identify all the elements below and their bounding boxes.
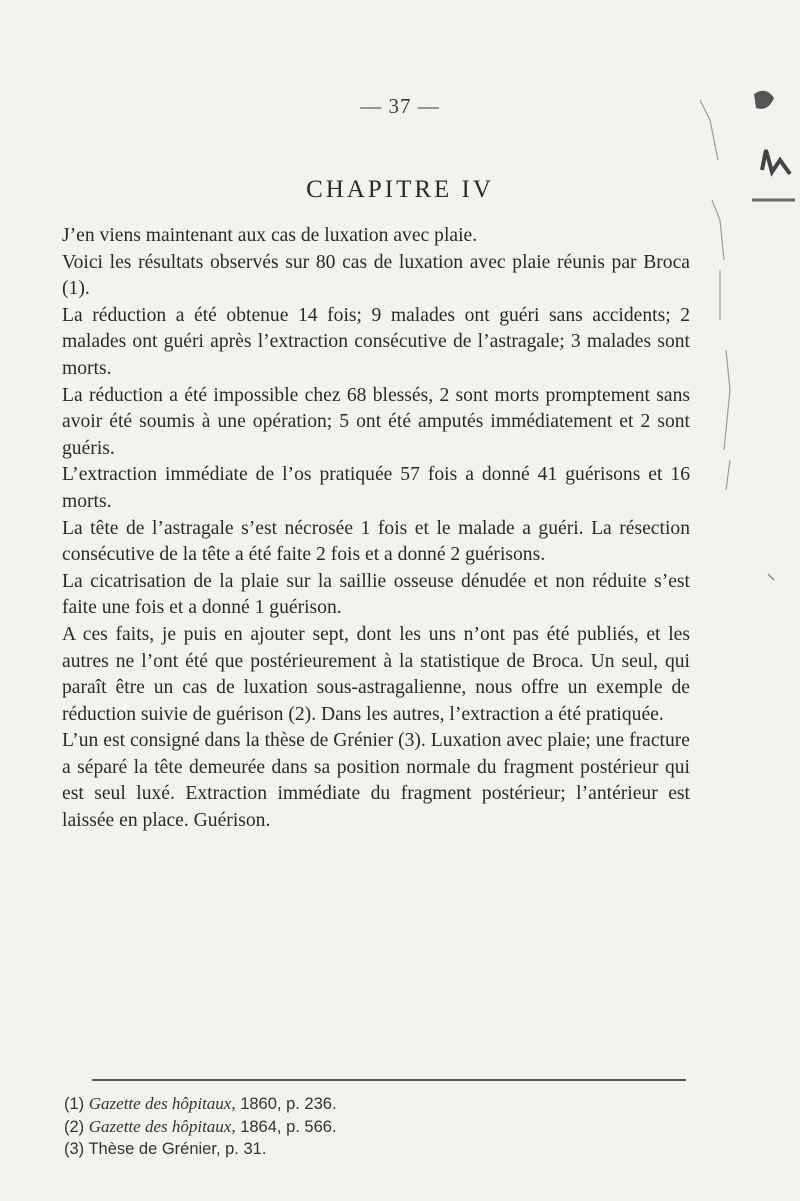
paragraph: A ces faits, je puis en ajouter sept, dont les uns n’ont pas été publiés, et les autres ne l’ont été que postérieurement à la statistique de Broca. Un seul, qui paraît être un cas de luxation sous-astragalienne, nous offre un exemple de réduction suivie de guérison (2). Dans les autres, l’extraction a été pratiquée. xyxy=(62,623,690,725)
footnote-source: Gazette des hôpitaux, xyxy=(88,1116,236,1136)
footnotes xyxy=(64,1093,684,1161)
paragraph: L’extraction immédiate de l’os pratiquée 57 fois a donné 41 guérisons et 16 morts. xyxy=(62,464,690,512)
footnote-mark: (2) xyxy=(64,1117,85,1136)
paragraph: La réduction a été obtenue 14 fois; 9 malades ont guéri sans accidents; 2 malades ont guéri après l’extraction consécutive de l’astragale; 3 malades sont morts. xyxy=(62,304,690,379)
paragraph: L’un est consigné dans la thèse de Grénier (3). Luxation avec plaie; une fracture a séparé la tête demeurée dans sa position normale du fragment postérieur qui est seul luxé. Extraction immédiate du fragment postérieur; l’antérieur est laissée en place. Guérison. xyxy=(62,730,690,832)
footnote-detail: Thèse de Grénier, p. 31. xyxy=(84,1140,267,1158)
paragraph: Voici les résultats observés sur 80 cas de luxation avec plaie réunis par Broca (1). xyxy=(62,251,690,300)
body-text xyxy=(62,223,690,835)
footnote-mark: (1) xyxy=(64,1095,85,1113)
paragraph: La réduction a été impossible chez 68 blessés, 2 sont morts promptement sans avoir été soumis à une opération; 5 ont été amputés immédiatement et 2 sont guéris. xyxy=(62,384,690,459)
footnote xyxy=(64,1138,684,1161)
page-bleed-through xyxy=(690,60,800,760)
footnote-source: Gazette des hôpitaux, xyxy=(88,1094,236,1113)
footnote-detail: 1864, p. 566. xyxy=(235,1117,337,1136)
paragraph: La tête de l’astragale s’est nécrosée 1 fois et le malade a guéri. La résection consécutive de la tête a été faite 2 fois et a donné 2 guérisons. xyxy=(62,517,690,566)
chapter-title: CHAPITRE IV xyxy=(306,176,494,203)
footnote xyxy=(64,1093,684,1116)
footnote xyxy=(64,1116,684,1139)
footnote-rule xyxy=(92,1079,686,1081)
page-number: — 37 — xyxy=(360,94,440,118)
footnote-detail: 1860, p. 236. xyxy=(235,1095,337,1113)
footnote-mark: (3) xyxy=(64,1140,85,1158)
paragraph: J’en viens maintenant aux cas de luxation avec plaie. xyxy=(62,225,478,246)
paragraph: La cicatrisation de la plaie sur la saillie osseuse dénudée et non réduite s’est faite une fois et a donné 1 guérison. xyxy=(62,570,690,619)
